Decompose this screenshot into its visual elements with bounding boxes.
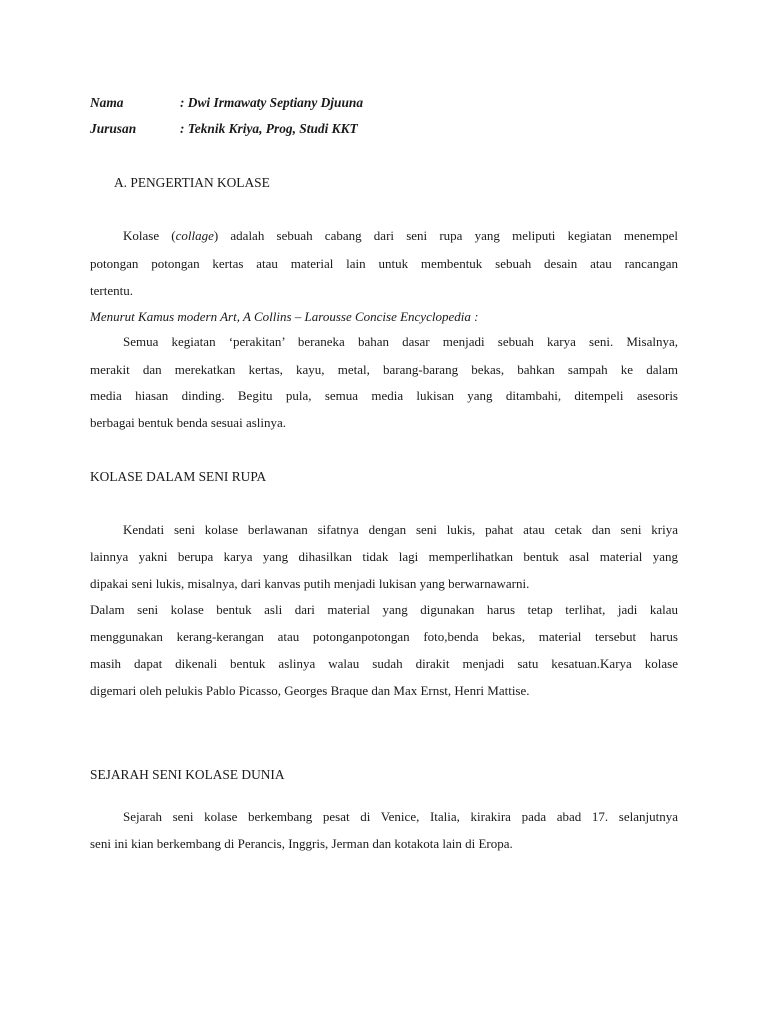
nama-value: : Dwi Irmawaty Septiany Djuuna — [180, 95, 364, 110]
jurusan-value: : Teknik Kriya, Prog, Studi KKT — [180, 121, 358, 136]
text-run: Kolase ( — [123, 228, 176, 243]
paragraph-line: seni ini kian berkembang di Perancis, Inggris, Jerman dan kotakota lain di Eropa. — [90, 836, 513, 851]
heading-sejarah-seni-kolase-dunia: SEJARAH SENI KOLASE DUNIA — [90, 767, 285, 782]
paragraph-line: potongan potongan kertas atau material lain untuk membentuk sebuah desain atau rancangan — [90, 256, 678, 271]
paragraph-line: digemari oleh pelukis Pablo Picasso, Georges Braque dan Max Ernst, Henri Mattise. — [90, 683, 530, 698]
heading-pengertian-kolase: A. PENGERTIAN KOLASE — [114, 175, 270, 190]
heading-kolase-dalam-seni-rupa: KOLASE DALAM SENI RUPA — [90, 469, 267, 484]
paragraph-line: masih dapat dikenali bentuk aslinya walau sudah dirakit menjadi satu kesatuan.Karya kolase — [90, 656, 678, 671]
paragraph-line — [123, 228, 678, 244]
paragraph-line: lainnya yakni berupa karya yang dihasilkan tidak lagi memperlihatkan bentuk asal material yang — [90, 549, 678, 564]
italic-term: collage — [175, 228, 214, 243]
paragraph-line: menggunakan kerang-kerangan atau potonganpotongan foto,benda bekas, material tersebut harus — [90, 629, 678, 644]
paragraph-line: Semua kegiatan ‘perakitan’ beraneka bahan dasar menjadi sebuah karya seni. Misalnya, — [123, 334, 678, 349]
paragraph-line: Dalam seni kolase bentuk asli dari material yang digunakan harus tetap terlihat, jadi kalau — [90, 602, 678, 617]
quote-intro: Menurut Kamus modern Art, A Collins – Larousse Concise Encyclopedia : — [90, 309, 479, 324]
text-run: ) adalah sebuah cabang dari seni rupa yang meliputi kegiatan menempel — [213, 228, 678, 243]
jurusan-label: Jurusan — [90, 121, 137, 136]
paragraph-line: Sejarah seni kolase berkembang pesat di Venice, Italia, kirakira pada abad 17. selanjutnya — [123, 809, 678, 824]
nama-label: Nama — [90, 95, 124, 110]
paragraph-line: berbagai bentuk benda sesuai aslinya. — [90, 415, 287, 430]
paragraph-line: merakit dan merekatkan kertas, kayu, metal, barang-barang bekas, bahkan sampah ke dalam — [90, 362, 678, 377]
paragraph-line: Kendati seni kolase berlawanan sifatnya dengan seni lukis, pahat atau cetak dan seni kriya — [123, 522, 678, 537]
paragraph-line: tertentu. — [90, 283, 133, 298]
paragraph-line: media hiasan dinding. Begitu pula, semua media lukisan yang ditambahi, ditempeli asesoris — [90, 388, 678, 403]
paragraph-line: dipakai seni lukis, misalnya, dari kanvas putih menjadi lukisan yang berwarnawarni. — [90, 576, 530, 591]
